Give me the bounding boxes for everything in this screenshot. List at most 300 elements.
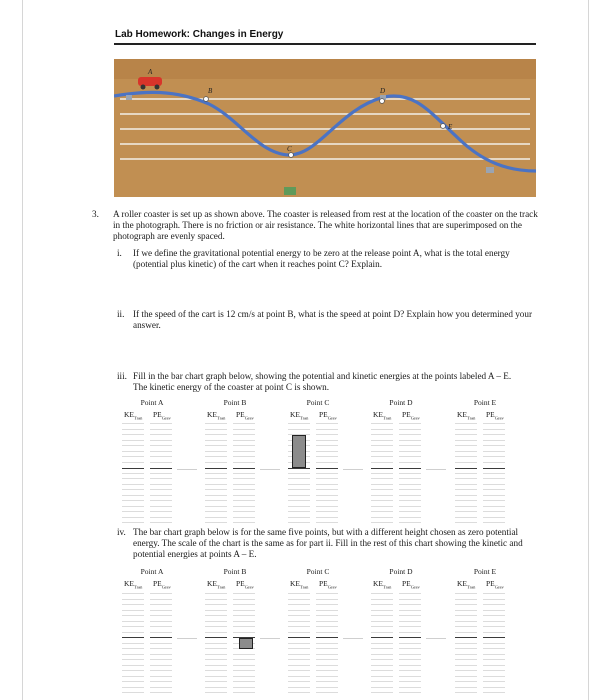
grid-line xyxy=(399,654,421,655)
grid-line xyxy=(150,434,172,435)
grid-line xyxy=(150,676,172,677)
grid-line xyxy=(316,676,338,677)
grid-line xyxy=(483,665,505,666)
grid-line xyxy=(233,489,255,490)
grid-line xyxy=(455,484,477,485)
point-label-a: Point A xyxy=(140,567,164,576)
grid-line xyxy=(399,429,421,430)
grid-line xyxy=(288,681,310,682)
grid-line xyxy=(122,489,144,490)
page-edge-right xyxy=(588,0,589,700)
grid-line xyxy=(233,621,255,622)
grid-line xyxy=(371,478,393,479)
grid-line xyxy=(399,615,421,616)
grid-line xyxy=(122,654,144,655)
grid-line xyxy=(316,599,338,600)
photo-label-b: B xyxy=(208,87,213,95)
grid-line xyxy=(483,593,505,594)
pe-zero-axis xyxy=(399,637,421,638)
grid-line xyxy=(233,610,255,611)
grid-line xyxy=(371,517,393,518)
grid-line xyxy=(455,473,477,474)
grid-line xyxy=(150,429,172,430)
grid-line xyxy=(483,599,505,600)
grid-line xyxy=(150,500,172,501)
grid-line xyxy=(316,621,338,622)
pe-zero-axis xyxy=(483,637,505,638)
grid-line xyxy=(483,478,505,479)
grid-line xyxy=(371,473,393,474)
ke-zero-axis xyxy=(288,637,310,638)
grid-line xyxy=(233,456,255,457)
grid-line xyxy=(483,615,505,616)
part-text: Fill in the bar chart graph below, showing the potential and kinetic energies at the points labeled A – E. The kinetic energy of the coaster at point C is shown. xyxy=(133,371,512,392)
grid-line xyxy=(288,626,310,627)
ke-zero-axis xyxy=(371,637,393,638)
grid-line xyxy=(399,511,421,512)
grid-line xyxy=(233,692,255,693)
grid-line xyxy=(122,522,144,523)
grid-line xyxy=(455,451,477,452)
grid-line xyxy=(233,615,255,616)
grid-line xyxy=(150,648,172,649)
ke-column-label: $KE_{Tran}$ xyxy=(124,579,143,590)
grid-line xyxy=(122,599,144,600)
roller-coaster-photo xyxy=(114,59,536,197)
grid-line xyxy=(150,522,172,523)
grid-line xyxy=(205,604,227,605)
grid-line xyxy=(233,522,255,523)
grid-line xyxy=(150,621,172,622)
ke-zero-axis xyxy=(371,468,393,469)
grid-line xyxy=(371,599,393,600)
grid-line xyxy=(399,434,421,435)
grid-line xyxy=(483,429,505,430)
grid-line xyxy=(399,670,421,671)
grid-line xyxy=(371,632,393,633)
grid-line xyxy=(150,643,172,644)
grid-line xyxy=(455,659,477,660)
grid-line xyxy=(205,632,227,633)
grid-line xyxy=(483,643,505,644)
grid-line xyxy=(483,687,505,688)
grid-line xyxy=(122,659,144,660)
ke-zero-axis xyxy=(205,468,227,469)
grid-line xyxy=(205,687,227,688)
grid-line xyxy=(371,621,393,622)
grid-line xyxy=(371,445,393,446)
grid-line xyxy=(399,522,421,523)
grid-line xyxy=(122,440,144,441)
separator-arrow xyxy=(177,638,197,639)
grid-line xyxy=(483,489,505,490)
question-part-iii xyxy=(117,371,527,393)
grid-line xyxy=(233,473,255,474)
grid-line xyxy=(483,648,505,649)
grid-line xyxy=(288,670,310,671)
part-text: The bar chart graph below is for the same five points, but with a different height chosen as zero potential energy. The scale of the chart is the same as for part ii. Fill in the rest of this chart showing the kinetic and potential energies at points A – E. xyxy=(133,527,523,559)
photo-label-c: C xyxy=(287,145,292,153)
grid-line xyxy=(122,692,144,693)
question-number: 3. xyxy=(92,209,99,219)
grid-line xyxy=(233,632,255,633)
grid-line xyxy=(371,665,393,666)
ke-column-label: $KE_{Tran}$ xyxy=(124,410,143,421)
grid-line xyxy=(288,489,310,490)
grid-line xyxy=(233,440,255,441)
grid-line xyxy=(399,626,421,627)
grid-line xyxy=(316,604,338,605)
grid-line xyxy=(399,676,421,677)
grid-line xyxy=(288,643,310,644)
grid-line xyxy=(288,665,310,666)
grid-line xyxy=(316,654,338,655)
grid-line xyxy=(150,610,172,611)
ke-zero-axis xyxy=(122,468,144,469)
ke-zero-axis xyxy=(288,468,310,469)
grid-line xyxy=(205,484,227,485)
grid-line xyxy=(233,670,255,671)
grid-line xyxy=(205,495,227,496)
grid-line xyxy=(316,423,338,424)
grid-line xyxy=(371,681,393,682)
grid-line xyxy=(371,451,393,452)
page-title: Lab Homework: Changes in Energy xyxy=(115,29,284,40)
grid-line xyxy=(483,473,505,474)
pe-column-label: $PE_{Grav}$ xyxy=(486,410,504,421)
grid-line xyxy=(150,687,172,688)
pe-column-label: $PE_{Grav}$ xyxy=(236,579,254,590)
grid-line xyxy=(371,500,393,501)
grid-line xyxy=(122,632,144,633)
grid-line xyxy=(122,500,144,501)
part-numeral: i. xyxy=(117,248,122,258)
separator-arrow xyxy=(260,469,280,470)
grid-line xyxy=(122,517,144,518)
grid-line xyxy=(205,665,227,666)
separator-arrow xyxy=(260,638,280,639)
separator-arrow xyxy=(343,469,363,470)
grid-line xyxy=(150,517,172,518)
grid-line xyxy=(233,423,255,424)
grid-line xyxy=(122,506,144,507)
grid-line xyxy=(483,456,505,457)
grid-line xyxy=(205,599,227,600)
grid-line xyxy=(316,489,338,490)
grid-line xyxy=(316,692,338,693)
grid-line xyxy=(122,670,144,671)
energy-bar-chart-1 xyxy=(120,398,520,533)
pe-column-label: $PE_{Grav}$ xyxy=(402,579,420,590)
grid-line xyxy=(371,643,393,644)
grid-line xyxy=(455,445,477,446)
grid-line xyxy=(316,445,338,446)
grid-line xyxy=(483,440,505,441)
grid-line xyxy=(316,643,338,644)
grid-line xyxy=(483,451,505,452)
grid-line xyxy=(150,423,172,424)
grid-line xyxy=(316,473,338,474)
grid-line xyxy=(483,495,505,496)
grid-line xyxy=(122,604,144,605)
grid-line xyxy=(455,665,477,666)
pe-zero-axis xyxy=(316,637,338,638)
grid-line xyxy=(288,495,310,496)
grid-line xyxy=(399,484,421,485)
grid-line xyxy=(483,681,505,682)
grid-line xyxy=(205,593,227,594)
grid-line xyxy=(205,506,227,507)
grid-line xyxy=(288,654,310,655)
grid-line xyxy=(399,604,421,605)
grid-line xyxy=(233,478,255,479)
grid-line xyxy=(455,440,477,441)
grid-line xyxy=(316,522,338,523)
part-text: If the speed of the cart is 12 cm/s at point B, what is the speed at point D? Explain how you determined your answer. xyxy=(133,309,533,330)
grid-line xyxy=(122,495,144,496)
grid-line xyxy=(371,687,393,688)
grid-line xyxy=(233,665,255,666)
grid-line xyxy=(316,484,338,485)
pe-zero-axis xyxy=(150,468,172,469)
question-3 xyxy=(92,209,538,242)
grid-line xyxy=(150,654,172,655)
grid-line xyxy=(483,506,505,507)
point-label-a: Point A xyxy=(140,398,164,407)
grid-line xyxy=(399,599,421,600)
grid-line xyxy=(399,632,421,633)
grid-line xyxy=(399,445,421,446)
grid-line xyxy=(316,506,338,507)
grid-line xyxy=(455,500,477,501)
grid-line xyxy=(455,626,477,627)
grid-line xyxy=(122,434,144,435)
grid-line xyxy=(316,648,338,649)
grid-line xyxy=(288,659,310,660)
ke-column-label: $KE_{Tran}$ xyxy=(207,579,226,590)
grid-line xyxy=(455,429,477,430)
grid-line xyxy=(316,500,338,501)
grid-line xyxy=(483,604,505,605)
grid-line xyxy=(483,654,505,655)
grid-line xyxy=(122,648,144,649)
grid-line xyxy=(483,610,505,611)
grid-line xyxy=(122,462,144,463)
grid-line xyxy=(205,643,227,644)
grid-line xyxy=(233,484,255,485)
grid-line xyxy=(371,511,393,512)
grid-line xyxy=(233,599,255,600)
grid-line xyxy=(205,462,227,463)
grid-line xyxy=(455,462,477,463)
grid-line xyxy=(399,659,421,660)
grid-line xyxy=(150,473,172,474)
grid-line xyxy=(316,593,338,594)
grid-line xyxy=(205,445,227,446)
grid-line xyxy=(483,659,505,660)
grid-line xyxy=(371,604,393,605)
pe-column-label: $PE_{Grav}$ xyxy=(319,410,337,421)
grid-line xyxy=(150,593,172,594)
grid-line xyxy=(399,478,421,479)
grid-line xyxy=(371,654,393,655)
separator-arrow xyxy=(177,469,197,470)
grid-line xyxy=(316,670,338,671)
grid-line xyxy=(483,500,505,501)
grid-line xyxy=(399,610,421,611)
grid-line xyxy=(399,495,421,496)
grid-line xyxy=(122,643,144,644)
grid-line xyxy=(205,681,227,682)
grid-line xyxy=(122,478,144,479)
grid-line xyxy=(288,692,310,693)
pe-zero-axis xyxy=(150,637,172,638)
grid-line xyxy=(483,676,505,677)
grid-line xyxy=(233,445,255,446)
grid-line xyxy=(316,665,338,666)
grid-line xyxy=(371,429,393,430)
grid-line xyxy=(455,593,477,594)
point-label-c: Point C xyxy=(306,398,330,407)
grid-line xyxy=(371,506,393,507)
ke-column-label: $KE_{Tran}$ xyxy=(290,410,309,421)
grid-line xyxy=(455,632,477,633)
grid-line xyxy=(371,522,393,523)
grid-line xyxy=(288,648,310,649)
grid-line xyxy=(150,632,172,633)
grid-line xyxy=(371,462,393,463)
ke-column-label: $KE_{Tran}$ xyxy=(207,410,226,421)
grid-line xyxy=(122,681,144,682)
given-bar-ke-c xyxy=(292,435,306,468)
grid-line xyxy=(455,522,477,523)
grid-line xyxy=(122,615,144,616)
grid-line xyxy=(150,692,172,693)
grid-line xyxy=(205,478,227,479)
grid-line xyxy=(122,676,144,677)
grid-line xyxy=(399,456,421,457)
grid-line xyxy=(316,434,338,435)
grid-line xyxy=(150,440,172,441)
grid-line xyxy=(371,593,393,594)
grid-line xyxy=(316,610,338,611)
grid-line xyxy=(288,423,310,424)
grid-line xyxy=(455,621,477,622)
grid-line xyxy=(483,670,505,671)
grid-line xyxy=(399,500,421,501)
grid-line xyxy=(233,495,255,496)
grid-line xyxy=(483,484,505,485)
grid-line xyxy=(150,665,172,666)
grid-line xyxy=(150,511,172,512)
grid-line xyxy=(288,517,310,518)
grid-line xyxy=(233,517,255,518)
separator-arrow xyxy=(426,638,446,639)
grid-line xyxy=(205,456,227,457)
grid-line xyxy=(288,621,310,622)
grid-line xyxy=(150,681,172,682)
grid-line xyxy=(371,670,393,671)
grid-line xyxy=(288,506,310,507)
grid-line xyxy=(455,506,477,507)
grid-line xyxy=(371,615,393,616)
question-part-iv xyxy=(117,527,537,560)
grid-line xyxy=(399,451,421,452)
pe-zero-axis xyxy=(483,468,505,469)
grid-line xyxy=(233,434,255,435)
grid-line xyxy=(483,626,505,627)
grid-line xyxy=(205,659,227,660)
question-part-ii xyxy=(117,309,537,331)
ke-zero-axis xyxy=(455,468,477,469)
grid-line xyxy=(316,451,338,452)
grid-line xyxy=(150,456,172,457)
grid-line xyxy=(399,681,421,682)
grid-line xyxy=(205,676,227,677)
grid-line xyxy=(205,517,227,518)
point-label-b: Point B xyxy=(223,567,247,576)
grid-line xyxy=(288,429,310,430)
ke-column-label: $KE_{Tran}$ xyxy=(457,410,476,421)
grid-line xyxy=(205,670,227,671)
ke-zero-axis xyxy=(205,637,227,638)
pe-column-label: $PE_{Grav}$ xyxy=(402,410,420,421)
grid-line xyxy=(455,599,477,600)
grid-line xyxy=(288,599,310,600)
grid-line xyxy=(205,473,227,474)
photo-label-d: D xyxy=(380,87,386,95)
grid-line xyxy=(122,423,144,424)
grid-line xyxy=(233,681,255,682)
grid-line xyxy=(205,489,227,490)
grid-line xyxy=(122,429,144,430)
grid-line xyxy=(288,676,310,677)
grid-line xyxy=(455,670,477,671)
point-label-b: Point B xyxy=(223,398,247,407)
grid-line xyxy=(316,478,338,479)
grid-line xyxy=(371,423,393,424)
grid-line xyxy=(316,517,338,518)
grid-line xyxy=(371,648,393,649)
grid-line xyxy=(455,489,477,490)
grid-line xyxy=(288,473,310,474)
grid-line xyxy=(371,626,393,627)
part-numeral: iii. xyxy=(117,371,127,381)
grid-line xyxy=(122,484,144,485)
grid-line xyxy=(233,500,255,501)
point-label-d: Point D xyxy=(389,567,413,576)
grid-line xyxy=(150,495,172,496)
grid-line xyxy=(150,478,172,479)
energy-bar-chart-2 xyxy=(120,567,520,700)
grid-line xyxy=(455,654,477,655)
grid-line xyxy=(455,517,477,518)
grid-line xyxy=(233,429,255,430)
grid-line xyxy=(205,692,227,693)
grid-line xyxy=(455,687,477,688)
grid-line xyxy=(205,626,227,627)
grid-line xyxy=(150,604,172,605)
grid-line xyxy=(455,478,477,479)
grid-line xyxy=(483,511,505,512)
grid-line xyxy=(455,681,477,682)
grid-line xyxy=(205,615,227,616)
grid-line xyxy=(316,626,338,627)
grid-line xyxy=(122,593,144,594)
grid-line xyxy=(371,434,393,435)
grid-line xyxy=(455,495,477,496)
grid-line xyxy=(455,604,477,605)
